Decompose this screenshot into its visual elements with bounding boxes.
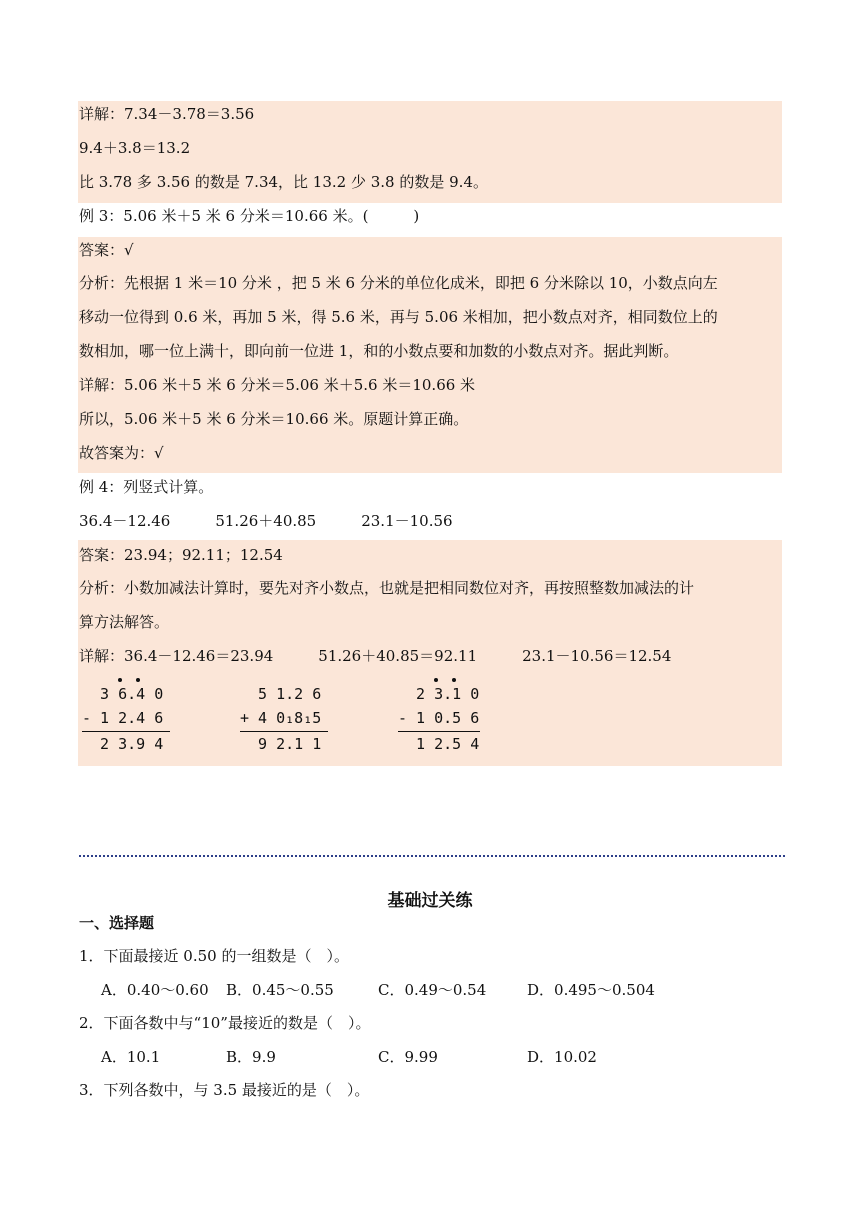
vertical-calc-2 — [240, 680, 340, 760]
question-1: 1．下面最接近 0.50 的一组数是（ ）。 — [79, 947, 349, 965]
calc-3-result: 1 2.5 4 — [398, 735, 480, 753]
example3-analysis-line-1: 分析：先根据 1 米＝10 分米 ，把 5 米 6 分米的单位化成米，即把 6 分米除以 10，小数点向左 — [79, 274, 718, 292]
calc-1-line — [82, 731, 170, 732]
example4-analysis-line-1: 分析：小数加减法计算时，要先对齐小数点，也就是把相同数位对齐，再按照整数加减法的计 — [79, 579, 695, 597]
carry-dot — [136, 678, 140, 682]
example3-detail-line-2: 所以，5.06 米＋5 米 6 分米＝10.66 米。原题计算正确。 — [79, 410, 469, 428]
q2-option-c: C．9.99 — [378, 1048, 438, 1066]
section-divider — [79, 855, 785, 857]
example4-question: 例 4：列竖式计算。 — [79, 478, 214, 496]
example3-question: 例 3：5.06 米＋5 米 6 分米＝10.66 米。( ) — [79, 207, 420, 225]
example2-detail-line-2: 9.4＋3.8＝13.2 — [79, 139, 191, 157]
vertical-calc-3 — [398, 680, 498, 760]
example3-final-answer: 故答案为：√ — [79, 444, 164, 462]
q2-option-a: A．10.1 — [101, 1048, 161, 1066]
q2-option-b: B．9.9 — [226, 1048, 276, 1066]
question-3: 3．下列各数中，与 3.5 最接近的是（ ）。 — [79, 1081, 370, 1099]
question-2: 2．下面各数中与“10”最接近的数是（ ）。 — [79, 1014, 371, 1032]
example2-detail-line-3: 比 3.78 多 3.56 的数是 7.34，比 13.2 少 3.8 的数是 9.4。 — [79, 173, 488, 191]
calc-3-middle: - 1 0.5 6 — [398, 709, 480, 727]
q1-option-d: D．0.495～0.504 — [527, 981, 655, 999]
example2-detail-line-1: 详解：7.34－3.78＝3.56 — [79, 105, 255, 123]
calc-2-line — [240, 731, 328, 732]
calc-3-top: 2 3.1 0 — [398, 685, 480, 703]
practice-title: 基础过关练 — [387, 891, 473, 911]
carry-dot — [452, 678, 456, 682]
example4-detail: 详解：36.4－12.46＝23.94 51.26＋40.85＝92.11 23.1－10.56＝12.54 — [79, 647, 672, 665]
vertical-calc-1 — [82, 680, 182, 760]
q1-option-b: B．0.45～0.55 — [226, 981, 334, 999]
calc-2-top: 5 1.2 6 — [240, 685, 322, 703]
calc-1-middle: - 1 2.4 6 — [82, 709, 164, 727]
calc-1-result: 2 3.9 4 — [82, 735, 164, 753]
calc-2-middle: + 4 0₁8₁5 — [240, 709, 322, 727]
calc-2-result: 9 2.1 1 — [240, 735, 322, 753]
q2-option-d: D．10.02 — [527, 1048, 597, 1066]
example4-analysis-line-2: 算方法解答。 — [79, 613, 170, 631]
example3-answer: 答案：√ — [79, 241, 134, 259]
calc-3-line — [398, 731, 480, 732]
example3-analysis-line-2: 移动一位得到 0.6 米，再加 5 米，得 5.6 米，再与 5.06 米相加，把小数点对齐，相同数位上的 — [79, 308, 718, 326]
example4-problems: 36.4－12.46 51.26＋40.85 23.1－10.56 — [79, 512, 453, 530]
carry-dot — [434, 678, 438, 682]
example4-answer: 答案：23.94；92.11；12.54 — [79, 546, 283, 564]
example3-detail-line-1: 详解：5.06 米＋5 米 6 分米＝5.06 米＋5.6 米＝10.66 米 — [79, 376, 476, 394]
section-heading: 一、选择题 — [79, 914, 155, 932]
q1-option-c: C．0.49～0.54 — [378, 981, 487, 999]
q1-option-a: A．0.40～0.60 — [101, 981, 209, 999]
calc-1-top: 3 6.4 0 — [82, 685, 164, 703]
carry-dot — [118, 678, 122, 682]
example3-analysis-line-3: 数相加，哪一位上满十，即向前一位进 1，和的小数点要和加数的小数点对齐。据此判断。 — [79, 342, 679, 360]
